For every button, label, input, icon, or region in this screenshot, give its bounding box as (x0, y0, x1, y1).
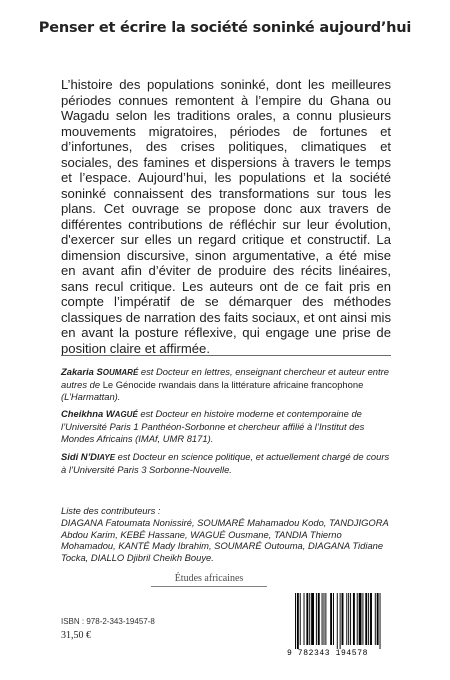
barcode-bar (350, 593, 351, 645)
author-bios (61, 366, 391, 481)
barcode-bar (342, 593, 344, 645)
author-bio-3: Sidi N’DIAYE est Docteur en science politique, et actuellement chargé de cours à l’Université Paris 3 Sorbonne-Nouvelle. (61, 450, 390, 475)
barcode-bar (306, 593, 308, 645)
barcode-bar (309, 593, 310, 645)
barcode-bar (362, 593, 363, 645)
series-name: Études africaines (151, 573, 267, 587)
barcode-bar (316, 593, 317, 645)
barcode-bar (333, 593, 334, 645)
author-bio-1: Zakaria SOUMARÉ est Docteur en lettres, enseignant chercheur et auteur entre autres de Le Génocide rwandais dans la littérature africaine francophone (L’Harmattan). (61, 366, 389, 402)
barcode-bar (377, 593, 379, 645)
barcode-bar (311, 593, 314, 645)
book-title: Penser et écrire la société soninké aujourd’hui (38, 20, 412, 36)
cited-book-title: Le Génocide rwandais dans la littérature africaine francophone (102, 378, 364, 390)
divider (61, 355, 391, 356)
back-cover-abstract: L’histoire des populations soninké, dont les meilleures périodes connues remontent à l’empire du Ghana ou Wagadu selon les traditions orales, a connu plusieurs mouvements migratoires, périodes de fortunes et d’infortunes, des crises politiques, climatiques et sociales, des famines et dispersions à travers le temps et l’espace. Aujourd’hui, les populations et la société soninké connaissent des transformations sur tous les plans. Cet ouvrage se propose donc aux travers de différentes contributions de réfléchir sur leur évolution, d'exercer sur elles un regard critique et constructif. La dimension discursive, sinon argumentative, a été mise en avant afin d’éviter de produire des récits linéaires, sans recul critique. Les auteurs ont de ce fait pris en compte l’impératif de se démarquer des méthodes classiques de narration des faits sociaux, et ont ainsi mis en avant la posture réflexive, qui engage une prise de position claire et affirmée. (61, 77, 391, 356)
isbn: ISBN : 978-2-343-19457-8 (61, 617, 155, 626)
author-bio-2: Cheikhna WAGUÉ est Docteur en histoire moderne et contemporaine de l’Université Paris 1 Panthéon-Sorbonne et chercheur affilié à l’Institut des Mondes Africains (IMAf, UMR 8171). (61, 408, 365, 444)
barcode-bars-icon (287, 592, 391, 650)
barcode-bar (368, 593, 369, 645)
contributors-names: DIAGANA Fatoumata Nonissiré, SOUMARÉ Mahamadou Kodo, TANDJIGORA Abdou Karim, KEBÉ Hassane, WAGUÉ Ousmane, TANDIA Thierno Mohamadou, KANTÉ Mady Ibrahim, SOUMARÉ Outouma, DIAGANA Tidiane Tocka, DIALLO Djibril Cheikh Bouye. (61, 516, 389, 564)
barcode-bar (297, 593, 299, 649)
barcode-bar (357, 593, 358, 645)
barcode-bar (337, 593, 338, 649)
barcode-number: 9 782343 194578 (287, 649, 369, 658)
author-name: Cheikhna WAGUÉ (61, 408, 138, 420)
barcode-bar (325, 593, 326, 645)
barcode-bar (304, 593, 305, 645)
barcode-bar (340, 593, 341, 649)
barcode-bar (353, 593, 355, 645)
barcode (287, 592, 391, 662)
barcode-bar (348, 593, 349, 645)
barcode-bar (324, 593, 325, 645)
barcode-bar (365, 593, 367, 645)
author-name: Sidi N’DIAYE (61, 450, 116, 462)
barcode-bar (346, 593, 347, 645)
contributors-heading: Liste des contributeurs : (61, 505, 161, 516)
barcode-bar (300, 593, 301, 645)
barcode-bar (375, 593, 376, 645)
price: 31,50 € (61, 630, 91, 641)
author-name: Zakaria SOUMARÉ (61, 366, 139, 377)
barcode-bar (380, 593, 381, 649)
barcode-bar (370, 593, 372, 645)
barcode-bar (359, 593, 362, 645)
barcode-bar (318, 593, 320, 645)
barcode-bar (295, 593, 296, 649)
barcode-bar (322, 593, 323, 645)
barcode-bar (330, 593, 332, 645)
contributors-list (61, 505, 391, 564)
